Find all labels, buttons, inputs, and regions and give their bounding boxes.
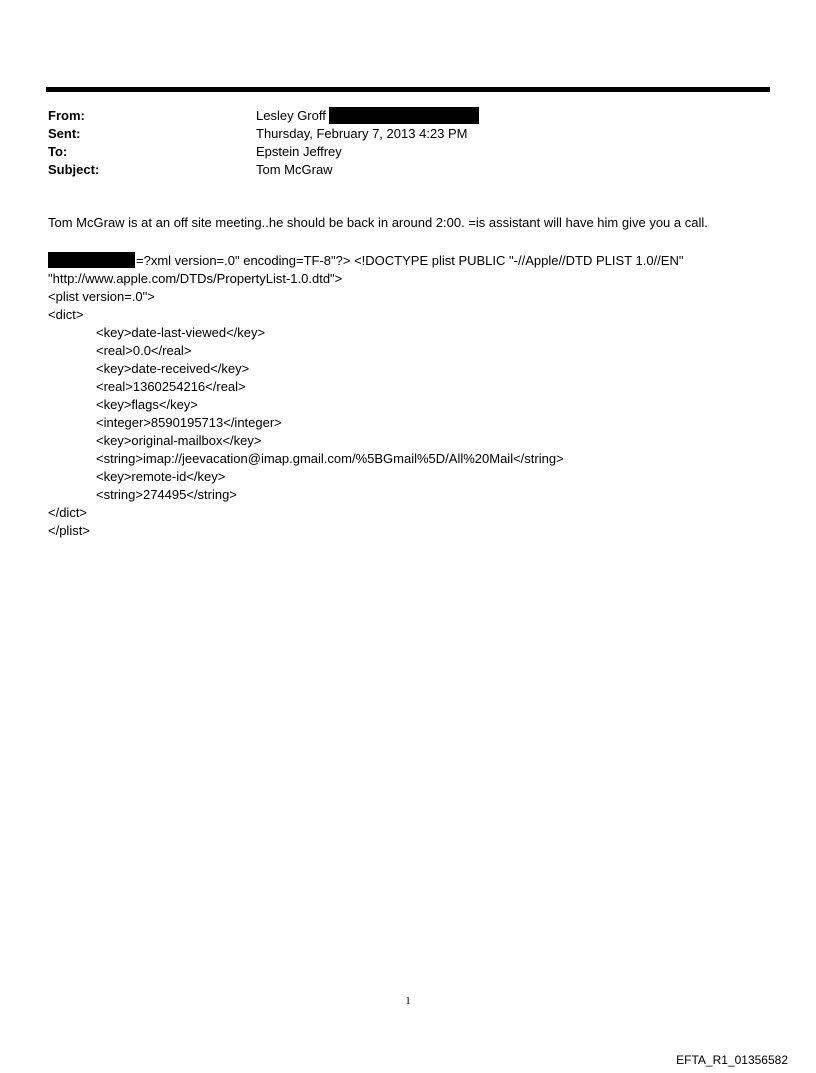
to-label: To: <box>48 144 68 159</box>
plist-close-tag: </plist> <box>48 523 90 538</box>
plist-entry: <real>1360254216</real> <box>96 379 246 394</box>
plist-entry: <integer>8590195713</integer> <box>96 415 282 430</box>
redaction-box <box>329 107 479 124</box>
email-header <box>48 107 479 179</box>
plist-entry: <key>date-last-viewed</key> <box>96 325 266 340</box>
header-divider <box>46 87 770 92</box>
sent-label: Sent: <box>48 126 81 141</box>
dict-close-tag: </dict> <box>48 505 88 520</box>
message-body: Tom McGraw is at an off site meeting..he should be back in around 2:00. =is assistant will have him give you a call. <box>48 215 708 230</box>
dtd-url: "http://www.apple.com/DTDs/PropertyList-1.0.dtd"> <box>48 271 343 286</box>
plist-entry: <string>274495</string> <box>96 487 237 502</box>
from-value <box>256 107 479 125</box>
sender-name: Lesley Groff <box>256 108 326 123</box>
from-row <box>48 107 479 125</box>
page-number: 1 <box>405 995 411 1007</box>
plist-open-tag: <plist version=.0"> <box>48 289 155 304</box>
xml-declaration-line <box>48 252 683 270</box>
subject-value: Tom McGraw <box>256 162 333 177</box>
sent-row <box>48 125 479 143</box>
xml-declaration: =?xml version=.0" encoding=TF-8"?> <!DOCTYPE plist PUBLIC "-//Apple//DTD PLIST 1.0//EN" <box>136 253 684 268</box>
plist-entry: <string>imap://jeevacation@imap.gmail.com/%5BGmail%5D/All%20Mail</string> <box>96 451 564 466</box>
plist-block <box>48 252 683 540</box>
to-row <box>48 143 479 161</box>
subject-label: Subject: <box>48 162 100 177</box>
plist-entry: <real>0.0</real> <box>96 343 192 358</box>
from-label: From: <box>48 108 85 123</box>
subject-row <box>48 161 479 179</box>
plist-entry: <key>flags</key> <box>96 397 198 412</box>
bates-number: EFTA_R1_01356582 <box>676 1053 788 1067</box>
plist-entry: <key>remote-id</key> <box>96 469 226 484</box>
to-value: Epstein Jeffrey <box>256 144 342 159</box>
plist-entry: <key>original-mailbox</key> <box>96 433 262 448</box>
dict-open-tag: <dict> <box>48 307 84 322</box>
redaction-box <box>48 252 135 268</box>
sent-value: Thursday, February 7, 2013 4:23 PM <box>256 126 468 141</box>
plist-entry: <key>date-received</key> <box>96 361 250 376</box>
